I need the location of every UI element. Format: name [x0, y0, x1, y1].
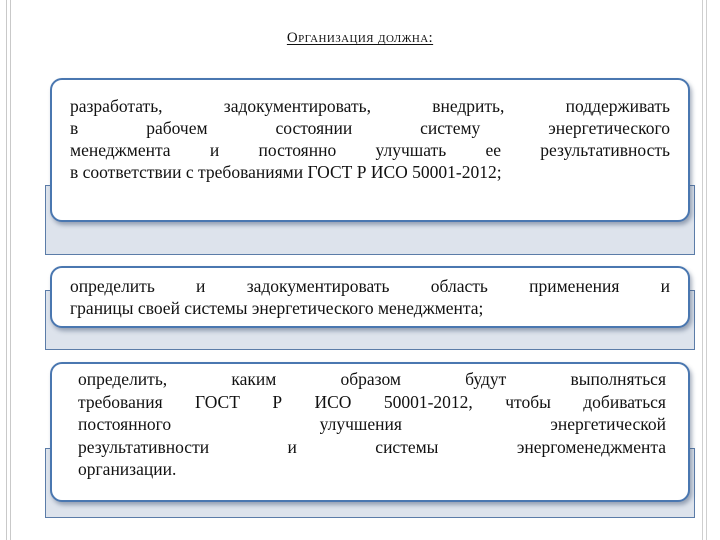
- requirement-1-line: разработать, задокументировать, внедрить, поддерживать: [70, 96, 670, 116]
- requirement-1-line: менеджмента и постоянно улучшать ее результативность: [70, 140, 670, 160]
- requirement-3-line: требования ГОСТ Р ИСО 50001-2012, чтобы добиваться: [78, 391, 666, 412]
- slide-title-text: Организация должна:: [286, 30, 434, 46]
- requirement-1-line: в рабочем состоянии систему энергетического: [70, 118, 670, 138]
- requirement-3-line: организации.: [78, 459, 177, 479]
- requirement-3-line: определить, каким образом будут выполняться: [78, 369, 666, 389]
- left-frame-decoration: [0, 0, 18, 540]
- requirement-2-line: границы своей системы энергетического менеджмента;: [70, 298, 484, 318]
- requirement-2-line: определить и задокументировать область применения и: [70, 276, 670, 296]
- requirement-3-line: результативности и системы энергоменеджмента: [78, 436, 666, 457]
- slide-title: [0, 30, 720, 47]
- right-frame-decoration: [694, 0, 720, 540]
- requirement-box-2: [50, 266, 690, 328]
- requirement-3-line: постоянного улучшения энергетической: [78, 414, 666, 434]
- requirement-box-1: [50, 78, 690, 222]
- requirement-box-3: [50, 362, 690, 502]
- requirement-1-line: в соответствии с требованиями ГОСТ Р ИСО 50001-2012;: [70, 162, 502, 182]
